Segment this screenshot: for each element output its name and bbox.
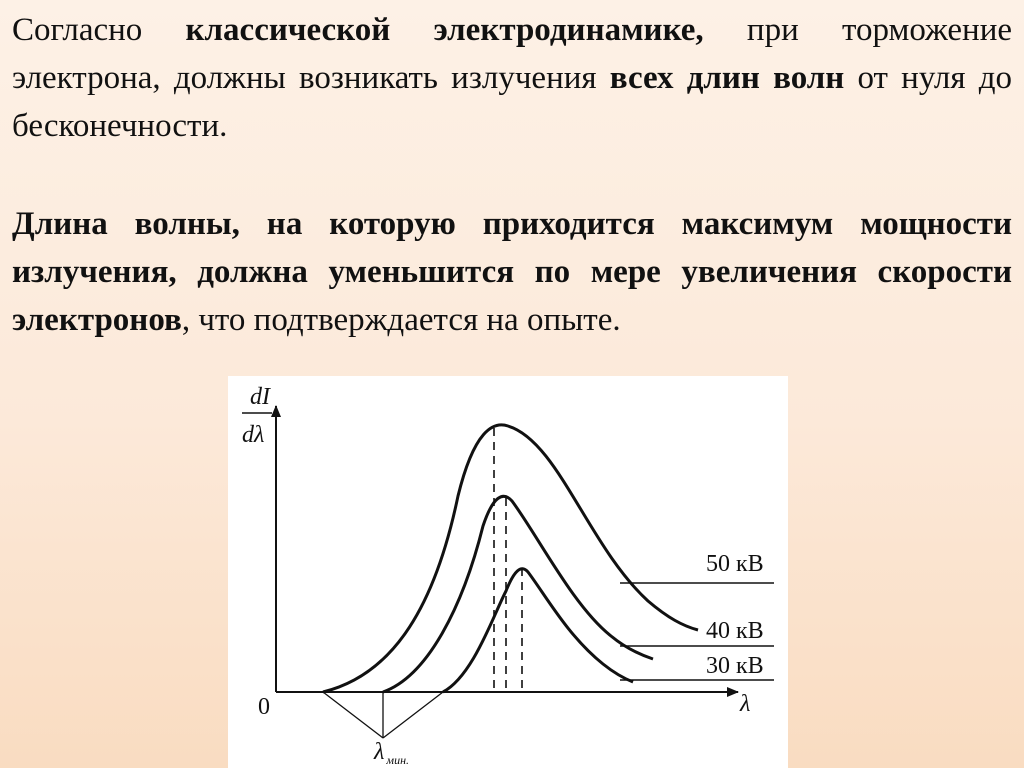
bremsstrahlung-spectrum-figure — [228, 376, 788, 768]
curve-50kv — [323, 425, 698, 692]
spectrum-chart — [228, 376, 788, 768]
p2-text-1: , что подтверждается на опыте. — [181, 302, 621, 338]
y-axis-label-bottom: dλ — [242, 422, 265, 448]
p1-text-3: от нуля до бесконечности. — [12, 60, 1012, 144]
paragraph-classical — [12, 6, 1012, 150]
series-label-30kv: 30 кВ — [706, 653, 764, 679]
p2-bold-1: Длина волны, на которую приходится максимум мощности излучения, должна уменьшится по мере увеличения скорости электронов — [12, 206, 1012, 338]
p1-text-1: Согласно — [12, 12, 186, 48]
x-axis-label: λ — [740, 691, 751, 717]
curve-40kv — [383, 496, 653, 692]
paragraph-wavelength — [12, 200, 1012, 344]
origin-label: 0 — [258, 694, 270, 720]
p1-text-2: при торможение электрона, должны возникать излучения — [12, 12, 1012, 96]
lambda-min-pointer-1 — [323, 692, 383, 738]
series-label-40kv: 40 кВ — [706, 618, 764, 644]
lambda-min-label: λ $_{мин.}$ — [374, 739, 410, 767]
p1-bold-1: классической электродинамике, — [185, 12, 704, 48]
lambda-min-pointer-3 — [383, 692, 443, 738]
p1-bold-2: всех длин волн — [609, 60, 845, 96]
series-label-50kv: 50 кВ — [706, 551, 764, 577]
y-axis-label-top: dI — [250, 384, 270, 410]
